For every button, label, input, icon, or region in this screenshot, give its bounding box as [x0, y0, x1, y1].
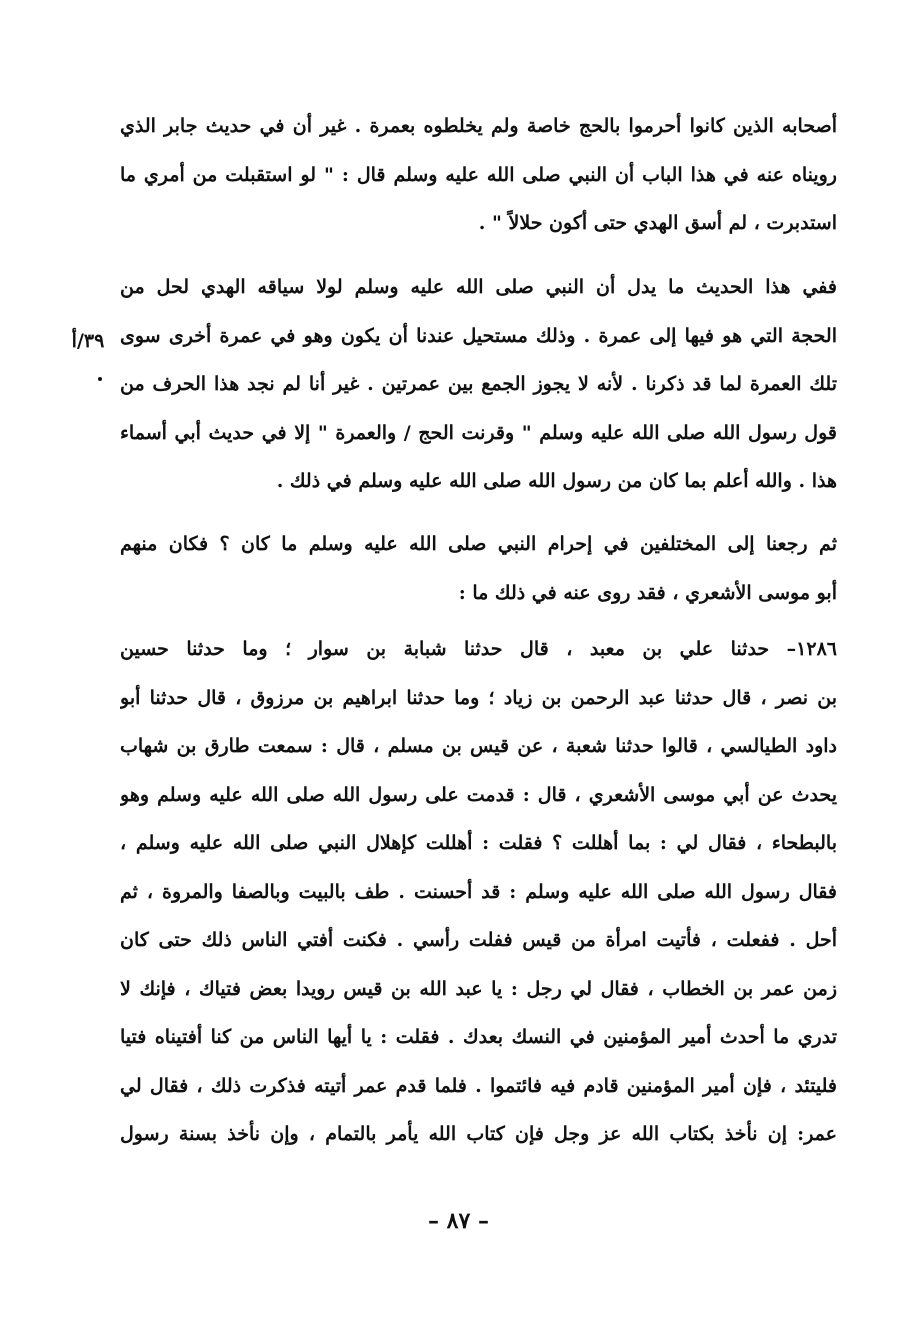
- text-line: أحل . ففعلت ، فأتيت امرأة من قيس ففلت رأسي . فكنت أفتي الناس ذلك حتى كان: [120, 929, 837, 951]
- text-line: بالبطحاء ، فقال لي : بما أهللت ؟ فقلت : أهللت كإهلال النبي صلى الله عليه وسلم ،: [120, 832, 837, 854]
- text-line: فقال رسول الله صلى الله عليه وسلم : قد أحسنت . طف بالبيت وبالصفا والمروة ، ثم: [120, 880, 837, 903]
- margin-dot: [98, 377, 102, 381]
- text-line: رويناه عنه في هذا الباب أن النبي صلى الله عليه وسلم قال : " لو استقبلت من أمري ما: [120, 163, 837, 186]
- text-line: ففي هذا الحديث ما يدل أن النبي صلى الله عليه وسلم لولا سياقه الهدي لحل من: [120, 276, 837, 298]
- text-line: عمر: إن نأخذ بكتاب الله عز وجل فإن كتاب الله يأمر بالتمام ، وإن نأخذ بسنة رسول: [120, 1123, 837, 1145]
- paragraph-4: [120, 625, 837, 1159]
- page-number: – ٨٧ –: [428, 1208, 489, 1234]
- text-line: ثم رجعنا إلى المختلفين في إحرام النبي صلى الله عليه وسلم ما كان ؟ فكان منهم: [120, 533, 837, 555]
- text-line: داود الطيالسي ، قالوا حدثنا شعبة ، عن قيس بن مسلم ، قال : سمعت طارق بن شهاب: [120, 735, 837, 757]
- text-line: تدري ما أحدث أمير المؤمنين في النسك بعدك . فقلت : يا أيها الناس من كنا أفتيناه فتيا: [120, 1026, 837, 1048]
- text-line: ١٢٨٦– حدثنا علي بن معبد ، قال حدثنا شبابة بن سوار ؛ وما حدثنا حسين: [120, 638, 837, 660]
- text-line: استدبرت ، لم أسق الهدي حتى أكون حلالاً " .: [478, 212, 837, 234]
- text-line: هذا . والله أعلم بما كان من رسول الله صلى الله عليه وسلم في ذلك .: [276, 470, 837, 492]
- text-line: بن نصر ، قال حدثنا عبد الرحمن بن زياد ؛ وما حدثنا ابراهيم بن مرزوق ، قال حدثنا أبو: [120, 686, 837, 709]
- paragraph-2: [120, 263, 837, 506]
- text-line: فليتئد ، فإن أمير المؤمنين قادم فيه فائتموا . فلما قدم عمر أتيته فذكرت ذلك ، فقال لي: [120, 1074, 837, 1097]
- paragraph-3: [120, 520, 837, 617]
- text-line: قول رسول الله صلى الله عليه وسلم " وقرنت الحج / والعمرة " إلا في حديث أبي أسماء: [120, 421, 837, 444]
- text-line: زمن عمر بن الخطاب ، فقال لي رجل : يا عبد الله بن قيس رويدا بعض فتياك ، فإنك لا: [120, 977, 837, 1000]
- paragraph-1: [120, 102, 837, 248]
- text-line: أصحابه الذين كانوا أحرموا بالحج خاصة ولم يخلطوه بعمرة . غير أن في حديث جابر الذي: [120, 115, 837, 137]
- text-line: تلك العمرة لما قد ذكرنا . لأنه لا يجوز الجمع بين عمرتين . غير أنا لم نجد هذا الحرف من: [120, 373, 837, 395]
- text-line: الحجة التي هو فيها إلى عمرة . وذلك مستحيل عندنا أن يكون وهو في عمرة أخرى سوى: [120, 324, 837, 347]
- margin-folio-note: ٣٩/أ: [71, 330, 105, 352]
- text-line: أبو موسى الأشعري ، فقد روى عنه في ذلك ما :: [458, 581, 837, 604]
- text-line: يحدث عن أبي موسى الأشعري ، قال : قدمت على رسول الله صلى الله عليه وسلم وهو: [120, 783, 837, 806]
